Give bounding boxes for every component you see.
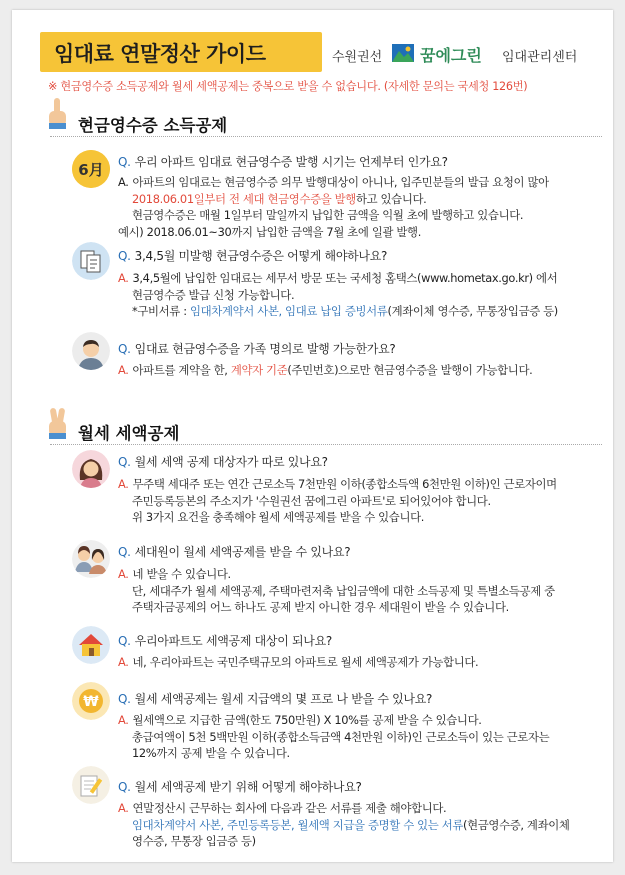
question-text: Q. 세대원이 월세 세액공제를 받을 수 있나요? xyxy=(118,545,351,559)
brand-logo-icon xyxy=(392,44,414,62)
family-avatar-icon xyxy=(72,540,110,578)
calendar-june-icon xyxy=(72,150,110,188)
answer-text: A. 월세액으로 지급한 금액(한도 750만원) X 10%를 공제 받을 수 있습니다. 총급여액이 5천 5백만원 이하(종합소득금액 4천만원 이하)인 근로소득이 있는 근로자는 12%까지 공제 받을 수 있습니다. xyxy=(118,713,550,760)
documents-icon xyxy=(72,242,110,280)
pencil-note-icon xyxy=(72,766,110,804)
brand-city: 수원권선 xyxy=(332,50,383,65)
section-divider xyxy=(50,136,602,138)
question-text: Q. 월세 세액공제는 월세 지급액의 몇 프로 나 받을 수 있나요? xyxy=(118,692,433,706)
answer-text: A. 연말정산시 근무하는 회사에 다음과 같은 서류를 제출 해야합니다. 임대차계약서 사본, 주민등록등본, 월세액 지급을 증명할 수 있는 서류(현금영수증, 계좌이체 영수증, 무통장 입금증 등) xyxy=(118,801,570,848)
question-text: Q. 3,4,5월 미발행 현금영수증은 어떻게 해야하나요? xyxy=(118,249,388,263)
question-text: Q. 우리 아파트 임대료 현금영수증 발행 시기는 언제부터 인가요? xyxy=(118,155,448,169)
qa-item xyxy=(72,150,612,240)
answer-text: A. 네, 우리아파트는 국민주택규모의 아파트로 월세 세액공제가 가능합니다. xyxy=(118,655,479,669)
answer-text: A. 네 받을 수 있습니다. 단, 세대주가 월세 세액공제, 주택마련저축 납입금액에 대한 소득공제 및 특별소득공제 중 주택자금공제의 어느 하나도 공제 받지 아니한 경우 세대원이 받을 수 있습니다. xyxy=(118,567,555,614)
question-text: Q. 임대료 현금영수증을 가족 명의로 발행 가능한가요? xyxy=(118,342,396,356)
woman-avatar-icon xyxy=(72,450,110,488)
house-icon xyxy=(72,626,110,664)
avatar-label: 6月 xyxy=(78,161,104,179)
question-text: Q. 월세 세액 공제 대상자가 따로 있나요? xyxy=(118,455,328,469)
section-title-monthly-rent: 월세 세액공제 xyxy=(78,424,180,443)
brand-center: 임대관리센터 xyxy=(502,50,578,65)
avatar-label: ₩ xyxy=(83,694,99,710)
guide-page xyxy=(12,10,613,862)
man-avatar-icon xyxy=(72,332,110,370)
page-title: 임대료 연말정산 가이드 xyxy=(54,42,266,66)
answer-text: A. 무주택 세대주 또는 연간 근로소득 7천만원 이하(종합소득액 6천만원 이하)인 근로자이며 주민등록등본의 주소지가 '수원권선 꿈에그린 아파트'로 되어있어야 합니다. 위 3가지 요건을 충족해야 월세 세액공제를 받을 수 있습니다. xyxy=(118,477,557,524)
brand-block xyxy=(332,44,602,66)
section-divider xyxy=(50,444,602,446)
qa-item xyxy=(72,332,612,388)
notice-text: ※ 현금영수증 소득공제와 월세 세액공제는 중복으로 받을 수 없습니다. (자세한 문의는 국세청 126번) xyxy=(48,80,528,93)
hand-two-icon xyxy=(44,406,72,440)
qa-item xyxy=(72,626,612,676)
qa-item xyxy=(72,682,612,762)
qa-item xyxy=(72,242,612,322)
qa-item xyxy=(72,766,612,850)
question-text: Q. 우리아파트도 세액공제 대상이 되나요? xyxy=(118,634,332,648)
answer-text: A. 아파트의 임대료는 현금영수증 의무 발행대상이 아니나, 입주민분들의 발급 요청이 많아 2018.06.01일부터 전 세대 현금영수증을 발행하고 있습니다. 현금영수증은 매월 1일부터 말일까지 납입한 금액을 익월 초에 발행하고 있습니다. 예시) 2018.06.01~30까지 납입한 금액을 7월 초에 일괄 발행. xyxy=(118,175,549,239)
answer-text: A. 3,4,5월에 납입한 임대료는 세무서 방문 또는 국세청 홈택스(www.hometax.go.kr) 에서 현금영수증 발급 신청 가능합니다. *구비서류 : 임대차계약서 사본, 임대료 납입 증빙서류(계좌이체 영수증, 무통장입금증 등) xyxy=(118,271,558,318)
hand-one-icon xyxy=(44,96,72,130)
brand-name: 꿈에그린 xyxy=(420,46,482,65)
section-title-cash-receipt: 현금영수증 소득공제 xyxy=(78,116,228,135)
question-text: Q. 월세 세액공제 받기 위해 어떻게 해야하나요? xyxy=(118,780,362,794)
qa-item xyxy=(72,450,612,530)
won-coin-icon xyxy=(72,682,110,720)
answer-text: A. 아파트를 계약을 한, 계약자 기준(주민번호)으로만 현금영수증을 발행이 가능합니다. xyxy=(118,363,533,377)
header-banner xyxy=(40,32,322,72)
qa-item xyxy=(72,540,612,620)
